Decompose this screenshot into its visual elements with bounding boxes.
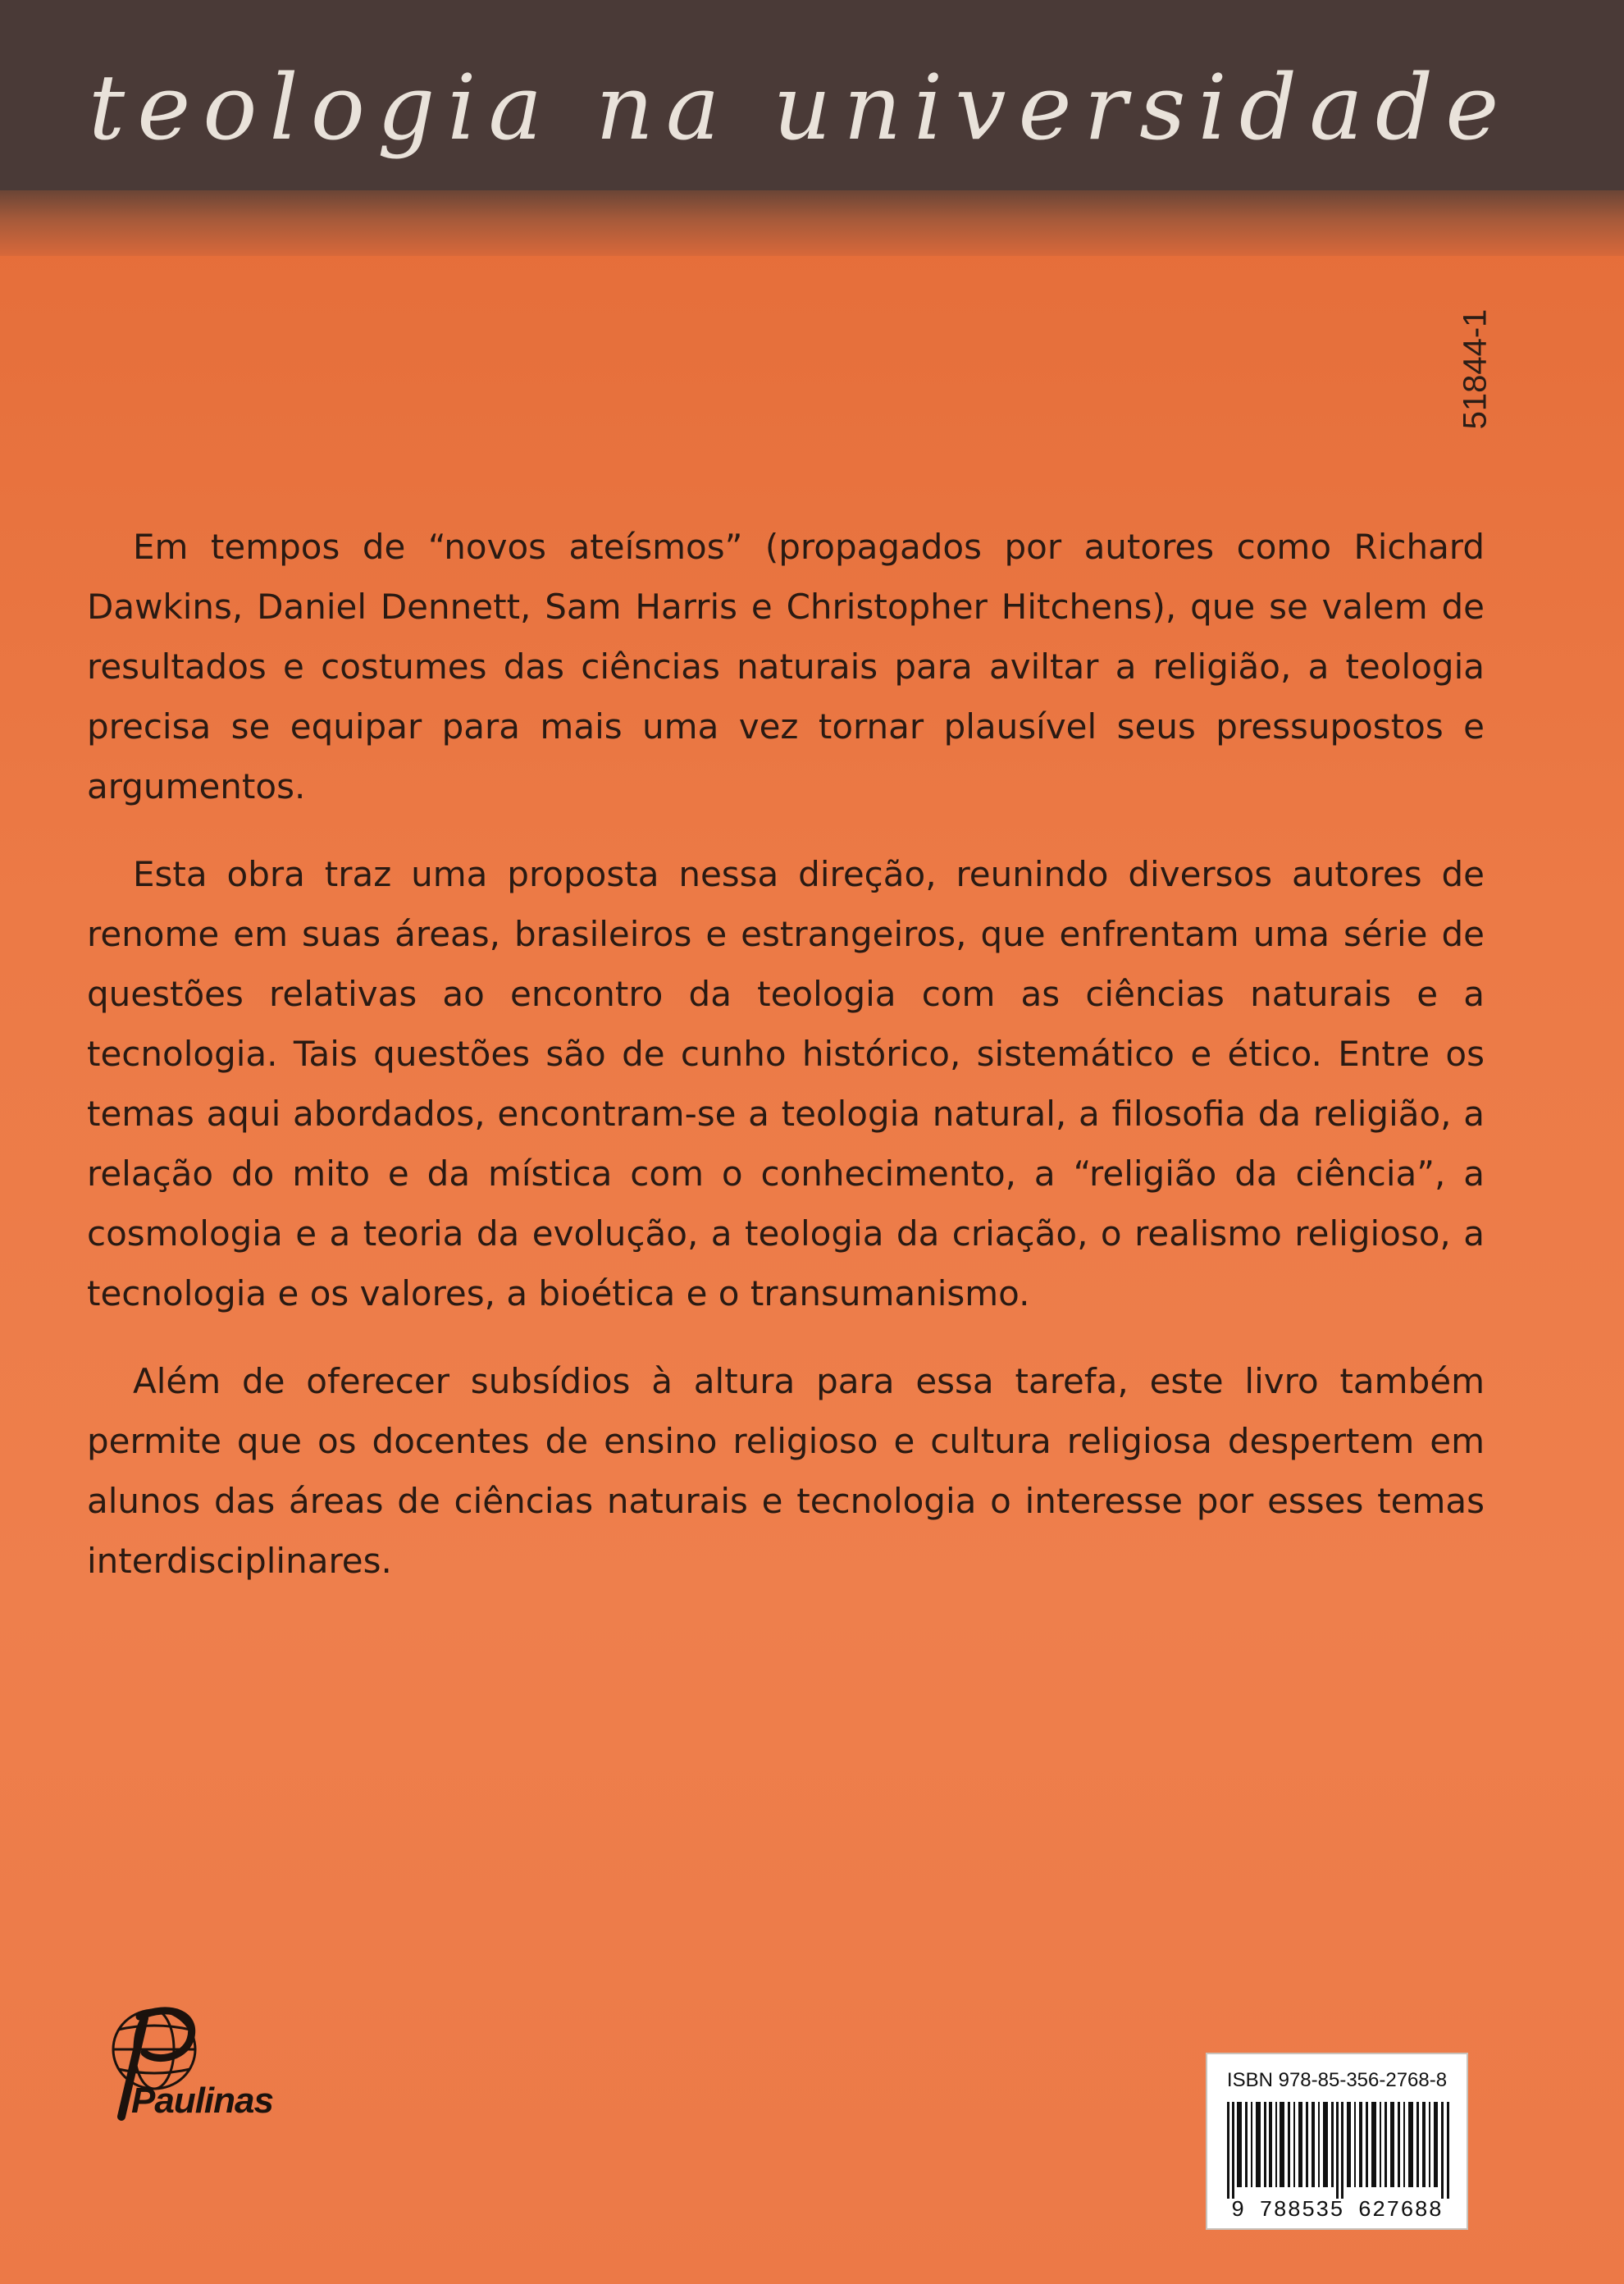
series-title: teologia na universidade <box>89 55 1512 160</box>
blurb-paragraph: Além de oferecer subsídios à altura para essa tarefa, este livro também permite que os docentes de ensino religioso e cultura religiosa despertem em alunos das áreas de ciências naturais e tecnologia o interesse por esses temas interdisciplinares. <box>87 1361 1485 1581</box>
barcode-digits: 9 788535 627688 <box>1230 2199 1444 2223</box>
barcode-icon <box>1225 2102 1452 2199</box>
series-header-band <box>0 0 1624 190</box>
book-blurb <box>87 517 1485 1619</box>
header-fade-band <box>0 190 1624 256</box>
catalog-code-text: 51844-1 <box>1457 308 1494 430</box>
publisher-name: Paulinas <box>131 2081 273 2121</box>
blurb-paragraph: Em tempos de “novos ateísmos” (propagados por autores como Richard Dawkins, Daniel Dennett, Sam Harris e Christopher Hitchens), que se valem de resultados e costumes das ciências naturais para aviltar a religião, a teologia precisa se equipar para mais uma vez tornar plausível seus pressupostos e argumentos. <box>87 527 1485 806</box>
catalog-code <box>1445 295 1506 443</box>
blurb-paragraph: Esta obra traz uma proposta nessa direção, reunindo diversos autores de renome em suas áreas, brasileiros e estrangeiros, que enfrentam uma série de questões relativas ao encontro da teologia com as ciências naturais e a tecnologia. Tais questões são de cunho histórico, sistemático e ético. Entre os temas aqui abordados, encontram-se a teologia natural, a filosofia da religião, a relação do mito e da mística com o conhecimento, a “religião da ciência”, a cosmologia e a teoria da evolução, a teologia da criação, o realismo religioso, a tecnologia e os valores, a bioética e o transumanismo. <box>87 854 1485 1313</box>
isbn-label: ISBN 978-85-356-2768-8 <box>1226 2069 1448 2091</box>
isbn-barcode-box <box>1206 2053 1468 2230</box>
